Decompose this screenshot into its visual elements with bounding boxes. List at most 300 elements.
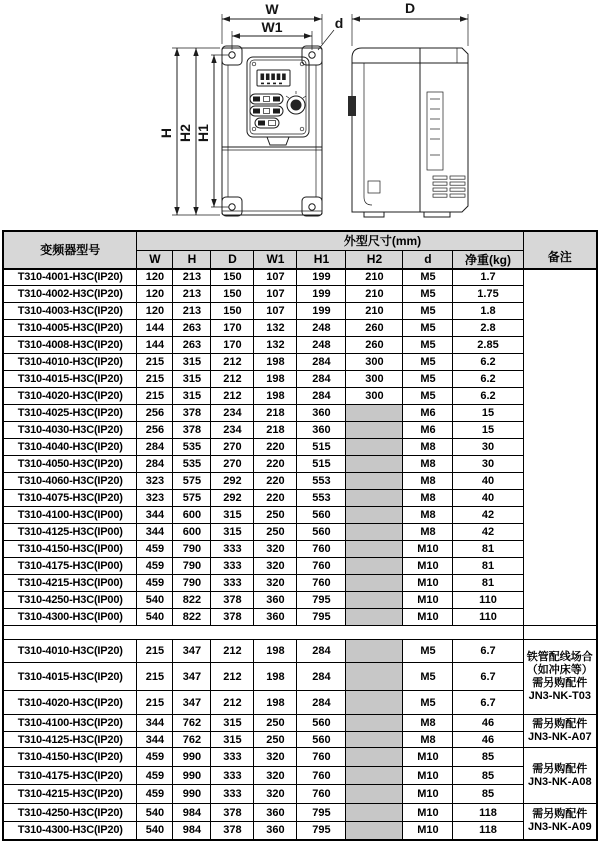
table-row bbox=[3, 405, 597, 422]
model-cell: T310-4125-H3C(IP00) bbox=[3, 524, 137, 541]
mounting-ear bbox=[302, 197, 322, 216]
dim-cell bbox=[346, 691, 403, 715]
dim-cell: 795 bbox=[297, 592, 346, 609]
table-row bbox=[3, 732, 597, 748]
table-row bbox=[3, 422, 597, 439]
remark-cell bbox=[523, 269, 597, 626]
dim-cell: 333 bbox=[211, 785, 254, 804]
dim-cell: 320 bbox=[254, 748, 297, 767]
model-cell: T310-4050-H3C(IP20) bbox=[3, 456, 137, 473]
dim-cell bbox=[346, 767, 403, 785]
dim-cell: 378 bbox=[211, 804, 254, 822]
dim-cell: 234 bbox=[211, 405, 254, 422]
dim-cell: 81 bbox=[453, 541, 523, 558]
dim-cell: 215 bbox=[137, 388, 173, 405]
dim-cell: 256 bbox=[137, 405, 173, 422]
dim-cell bbox=[346, 804, 403, 822]
dim-cell: 760 bbox=[297, 748, 346, 767]
dim-cell: 107 bbox=[254, 269, 297, 286]
dim-cell: 378 bbox=[211, 822, 254, 840]
dim-cell: 560 bbox=[297, 507, 346, 524]
dim-cell: 212 bbox=[211, 691, 254, 715]
dim-cell: 144 bbox=[137, 320, 173, 337]
model-cell: T310-4060-H3C(IP20) bbox=[3, 473, 137, 490]
dim-cell: 822 bbox=[173, 592, 211, 609]
dim-cell: 600 bbox=[173, 507, 211, 524]
dim-cell bbox=[346, 405, 403, 422]
model-cell: T310-4003-H3C(IP20) bbox=[3, 303, 137, 320]
mounting-hole bbox=[229, 204, 235, 210]
dim-cell: 220 bbox=[254, 456, 297, 473]
table-row bbox=[3, 507, 597, 524]
spacer-row bbox=[3, 626, 597, 640]
remark-line: JN3-NK-A07 bbox=[528, 731, 592, 743]
dim-cell: 459 bbox=[137, 575, 173, 592]
dim-cell: 760 bbox=[297, 558, 346, 575]
dim-cell: 344 bbox=[137, 732, 173, 748]
dim-cell: 540 bbox=[137, 609, 173, 626]
dim-cell: 198 bbox=[254, 640, 297, 663]
dim-cell: 333 bbox=[211, 767, 254, 785]
model-cell: T310-4008-H3C(IP20) bbox=[3, 337, 137, 354]
dim-cell: 248 bbox=[297, 337, 346, 354]
table-row bbox=[3, 490, 597, 507]
dim-cell: 284 bbox=[297, 354, 346, 371]
outline-drawing bbox=[0, 0, 600, 230]
dim-cell: 2.8 bbox=[453, 320, 523, 337]
dim-cell: 344 bbox=[137, 507, 173, 524]
dim-cell: 215 bbox=[137, 640, 173, 663]
dim-cell: 213 bbox=[173, 269, 211, 286]
dim-cell: M10 bbox=[403, 822, 453, 840]
dim-cell: 6.7 bbox=[453, 640, 523, 663]
model-cell: T310-4005-H3C(IP20) bbox=[3, 320, 137, 337]
dim-cell: 120 bbox=[137, 269, 173, 286]
dim-cell: 6.2 bbox=[453, 388, 523, 405]
table-row bbox=[3, 388, 597, 405]
model-cell: T310-4015-H3C(IP20) bbox=[3, 663, 137, 691]
dim-cell bbox=[346, 715, 403, 732]
header-col-h2: H2 bbox=[346, 250, 403, 269]
dim-cell: 220 bbox=[254, 473, 297, 490]
model-cell: T310-4300-H3C(IP00) bbox=[3, 609, 137, 626]
mounting-hole bbox=[309, 204, 315, 210]
header-model: 变频器型号 bbox=[3, 231, 137, 269]
dim-cell: 198 bbox=[254, 354, 297, 371]
dim-cell: 81 bbox=[453, 558, 523, 575]
remark-line: 需另购配件 bbox=[532, 762, 588, 775]
dim-cell: 30 bbox=[453, 439, 523, 456]
table-row bbox=[3, 354, 597, 371]
dimension-table bbox=[2, 230, 598, 841]
remark-line: JN3-NK-A08 bbox=[528, 775, 592, 788]
dim-cell: 284 bbox=[137, 456, 173, 473]
dim-cell: 315 bbox=[211, 507, 254, 524]
dim-cell: M5 bbox=[403, 320, 453, 337]
dim-cell: 795 bbox=[297, 822, 346, 840]
dim-cell: 790 bbox=[173, 541, 211, 558]
dim-cell: 248 bbox=[297, 320, 346, 337]
dim-cell: M8 bbox=[403, 490, 453, 507]
enclosure-side bbox=[352, 48, 468, 212]
dim-cell: 560 bbox=[297, 715, 346, 732]
dim-cell: 540 bbox=[137, 592, 173, 609]
dim-cell: M5 bbox=[403, 286, 453, 303]
dim-cell: M10 bbox=[403, 575, 453, 592]
dim-cell: 150 bbox=[211, 269, 254, 286]
dim-cell: 459 bbox=[137, 785, 173, 804]
model-cell: T310-4040-H3C(IP20) bbox=[3, 439, 137, 456]
model-cell: T310-4215-H3C(IP20) bbox=[3, 785, 137, 804]
dim-cell bbox=[346, 732, 403, 748]
dim-cell: M6 bbox=[403, 422, 453, 439]
dim-cell: 300 bbox=[346, 371, 403, 388]
dim-cell: 46 bbox=[453, 715, 523, 732]
dim-cell: 132 bbox=[254, 320, 297, 337]
dim-cell: 213 bbox=[173, 286, 211, 303]
dim-cell: 263 bbox=[173, 320, 211, 337]
table-row bbox=[3, 804, 597, 822]
dim-cell: 40 bbox=[453, 490, 523, 507]
dim-cell: 198 bbox=[254, 663, 297, 691]
dim-cell: 760 bbox=[297, 785, 346, 804]
model-cell: T310-4175-H3C(IP20) bbox=[3, 767, 137, 785]
dim-cell: 250 bbox=[254, 524, 297, 541]
dim-cell: 284 bbox=[297, 371, 346, 388]
dim-cell: 263 bbox=[173, 337, 211, 354]
remark-cell bbox=[523, 640, 597, 715]
dim-cell: 360 bbox=[254, 609, 297, 626]
dim-cell: 212 bbox=[211, 388, 254, 405]
dim-cell: 378 bbox=[211, 592, 254, 609]
dim-cell: 360 bbox=[254, 822, 297, 840]
dim-cell: 347 bbox=[173, 663, 211, 691]
dim-cell: 6.7 bbox=[453, 691, 523, 715]
dim-cell: M5 bbox=[403, 269, 453, 286]
model-cell: T310-4250-H3C(IP20) bbox=[3, 804, 137, 822]
remark-line: JN3-NK-T03 bbox=[528, 690, 591, 702]
dim-cell: 347 bbox=[173, 691, 211, 715]
dim-cell: M10 bbox=[403, 804, 453, 822]
dim-cell: 762 bbox=[173, 715, 211, 732]
dim-cell: 315 bbox=[211, 732, 254, 748]
model-cell: T310-4010-H3C(IP20) bbox=[3, 640, 137, 663]
dim-cell: 213 bbox=[173, 303, 211, 320]
remark-cell bbox=[523, 748, 597, 804]
dim-cell: 40 bbox=[453, 473, 523, 490]
dim-cell: 210 bbox=[346, 286, 403, 303]
dim-cell: 990 bbox=[173, 785, 211, 804]
dim-label-w: W bbox=[265, 1, 279, 17]
dim-cell: M5 bbox=[403, 303, 453, 320]
remark-line: （如冲床等） bbox=[526, 664, 593, 676]
dim-cell: 459 bbox=[137, 558, 173, 575]
remark-line: JN3-NK-A09 bbox=[528, 821, 592, 834]
dim-cell: 284 bbox=[297, 691, 346, 715]
dim-cell: 150 bbox=[211, 286, 254, 303]
dim-cell: 320 bbox=[254, 785, 297, 804]
header-col-w1: W1 bbox=[254, 250, 297, 269]
dim-cell: 120 bbox=[137, 286, 173, 303]
dim-cell: 256 bbox=[137, 422, 173, 439]
dim-cell: 540 bbox=[137, 822, 173, 840]
dim-cell: M5 bbox=[403, 337, 453, 354]
dim-cell: 215 bbox=[137, 663, 173, 691]
header-col-h: H bbox=[173, 250, 211, 269]
dim-cell: 2.85 bbox=[453, 337, 523, 354]
dim-cell: 315 bbox=[211, 524, 254, 541]
dim-cell: 170 bbox=[211, 337, 254, 354]
dim-cell: M10 bbox=[403, 767, 453, 785]
remark-line: 铁管配线场合 bbox=[526, 651, 593, 663]
header-remark: 备注 bbox=[523, 231, 597, 269]
table-row bbox=[3, 592, 597, 609]
remark-line: 需另购配件 bbox=[532, 718, 588, 730]
dim-cell: 984 bbox=[173, 822, 211, 840]
side-view bbox=[348, 48, 468, 217]
dim-label-depth: D bbox=[404, 0, 416, 16]
table-row bbox=[3, 609, 597, 626]
dim-cell: 107 bbox=[254, 303, 297, 320]
model-cell: T310-4215-H3C(IP00) bbox=[3, 575, 137, 592]
dim-cell: M5 bbox=[403, 663, 453, 691]
dim-cell: 198 bbox=[254, 371, 297, 388]
header-col-weight: 净重(kg) bbox=[453, 250, 523, 269]
table-row bbox=[3, 337, 597, 354]
dim-cell: 515 bbox=[297, 439, 346, 456]
dim-cell: 198 bbox=[254, 691, 297, 715]
dim-cell: M5 bbox=[403, 691, 453, 715]
dim-cell: 215 bbox=[137, 691, 173, 715]
enclosure-front bbox=[222, 48, 322, 215]
model-cell: T310-4025-H3C(IP20) bbox=[3, 405, 137, 422]
dim-cell: 30 bbox=[453, 456, 523, 473]
dim-cell: 790 bbox=[173, 575, 211, 592]
header-row-group bbox=[3, 231, 597, 250]
dim-cell: 110 bbox=[453, 592, 523, 609]
dim-cell: 378 bbox=[173, 422, 211, 439]
dim-cell: M5 bbox=[403, 371, 453, 388]
dim-cell: 347 bbox=[173, 640, 211, 663]
dim-cell: 210 bbox=[346, 303, 403, 320]
dim-cell: M5 bbox=[403, 354, 453, 371]
dim-cell: 81 bbox=[453, 575, 523, 592]
dim-cell bbox=[346, 663, 403, 691]
seven-segment-display bbox=[257, 70, 290, 86]
dim-cell: 320 bbox=[254, 541, 297, 558]
dim-cell: M8 bbox=[403, 507, 453, 524]
header-col-d: D bbox=[211, 250, 254, 269]
dim-cell: M10 bbox=[403, 609, 453, 626]
dim-cell: 333 bbox=[211, 541, 254, 558]
model-cell: T310-4150-H3C(IP00) bbox=[3, 541, 137, 558]
dim-cell: 315 bbox=[173, 388, 211, 405]
table-row bbox=[3, 371, 597, 388]
dim-label-w1: W1 bbox=[261, 19, 283, 35]
dim-cell: 575 bbox=[173, 490, 211, 507]
dim-cell: 323 bbox=[137, 473, 173, 490]
dim-cell: 199 bbox=[297, 303, 346, 320]
dim-cell: 15 bbox=[453, 405, 523, 422]
dim-cell: 822 bbox=[173, 609, 211, 626]
dim-cell: M8 bbox=[403, 473, 453, 490]
dim-cell: M8 bbox=[403, 732, 453, 748]
dim-cell: 6.2 bbox=[453, 371, 523, 388]
dim-label-h: H bbox=[158, 127, 174, 139]
mounting-hole bbox=[229, 52, 235, 58]
dim-cell: 320 bbox=[254, 575, 297, 592]
remark-line: 需另购配件 bbox=[532, 677, 588, 689]
dim-cell: 360 bbox=[254, 804, 297, 822]
dim-cell bbox=[346, 609, 403, 626]
dim-cell: 378 bbox=[173, 405, 211, 422]
keypad-buttons bbox=[250, 94, 283, 128]
dim-cell: 220 bbox=[254, 439, 297, 456]
dim-cell bbox=[346, 473, 403, 490]
dim-cell: 85 bbox=[453, 767, 523, 785]
table-row bbox=[3, 691, 597, 715]
dim-cell: 42 bbox=[453, 507, 523, 524]
dim-cell: 790 bbox=[173, 558, 211, 575]
table-body bbox=[3, 269, 597, 840]
dim-cell bbox=[346, 785, 403, 804]
table-row bbox=[3, 269, 597, 286]
dim-cell: 760 bbox=[297, 767, 346, 785]
dim-cell: 300 bbox=[346, 354, 403, 371]
dim-cell: 215 bbox=[137, 371, 173, 388]
dim-cell: 212 bbox=[211, 640, 254, 663]
dim-cell: 220 bbox=[254, 490, 297, 507]
table-row bbox=[3, 541, 597, 558]
dim-cell bbox=[346, 490, 403, 507]
dim-cell: 600 bbox=[173, 524, 211, 541]
dim-cell: 250 bbox=[254, 732, 297, 748]
table-row bbox=[3, 524, 597, 541]
dim-cell: 795 bbox=[297, 609, 346, 626]
dim-cell: 1.7 bbox=[453, 269, 523, 286]
dim-cell: 170 bbox=[211, 320, 254, 337]
dim-cell: 535 bbox=[173, 456, 211, 473]
dim-cell: M10 bbox=[403, 558, 453, 575]
dim-cell: 234 bbox=[211, 422, 254, 439]
dim-cell: 333 bbox=[211, 558, 254, 575]
d-leader-line bbox=[318, 30, 334, 50]
table-row bbox=[3, 303, 597, 320]
dim-cell: 198 bbox=[254, 388, 297, 405]
dim-cell: 315 bbox=[173, 371, 211, 388]
spacer-cell bbox=[523, 626, 597, 640]
model-cell: T310-4010-H3C(IP20) bbox=[3, 354, 137, 371]
dim-cell: 218 bbox=[254, 405, 297, 422]
terminal-block bbox=[348, 96, 356, 116]
remark-line: 需另购配件 bbox=[532, 808, 588, 821]
dim-cell: 360 bbox=[297, 422, 346, 439]
model-cell: T310-4100-H3C(IP20) bbox=[3, 715, 137, 732]
panel-screw bbox=[252, 127, 256, 131]
dim-cell: 85 bbox=[453, 748, 523, 767]
model-cell: T310-4020-H3C(IP20) bbox=[3, 388, 137, 405]
dim-cell: M6 bbox=[403, 405, 453, 422]
dim-cell: 560 bbox=[297, 524, 346, 541]
dim-cell: 199 bbox=[297, 286, 346, 303]
dim-label-d: d bbox=[334, 15, 344, 31]
dim-cell: 333 bbox=[211, 575, 254, 592]
dim-cell: 132 bbox=[254, 337, 297, 354]
dim-cell: 762 bbox=[173, 732, 211, 748]
model-cell: T310-4150-H3C(IP20) bbox=[3, 748, 137, 767]
model-cell: T310-4002-H3C(IP20) bbox=[3, 286, 137, 303]
dim-cell: 292 bbox=[211, 490, 254, 507]
dim-cell: 540 bbox=[137, 804, 173, 822]
dim-cell: M10 bbox=[403, 592, 453, 609]
dim-cell: 215 bbox=[137, 354, 173, 371]
dim-cell: 270 bbox=[211, 439, 254, 456]
dim-cell bbox=[346, 592, 403, 609]
dim-cell: 284 bbox=[137, 439, 173, 456]
mounting-hole bbox=[309, 52, 315, 58]
remark-cell bbox=[523, 804, 597, 840]
dim-cell: 85 bbox=[453, 785, 523, 804]
dim-cell bbox=[346, 558, 403, 575]
dim-cell: M8 bbox=[403, 715, 453, 732]
dim-cell: 344 bbox=[137, 524, 173, 541]
dim-cell: 760 bbox=[297, 541, 346, 558]
dim-cell: 1.75 bbox=[453, 286, 523, 303]
dim-cell: 212 bbox=[211, 663, 254, 691]
dim-cell: 120 bbox=[137, 303, 173, 320]
table-row bbox=[3, 785, 597, 804]
table-row bbox=[3, 767, 597, 785]
dim-cell: 575 bbox=[173, 473, 211, 490]
dim-cell: M8 bbox=[403, 456, 453, 473]
dim-cell: 212 bbox=[211, 371, 254, 388]
dim-cell: 553 bbox=[297, 490, 346, 507]
table-row bbox=[3, 822, 597, 840]
dim-cell: 515 bbox=[297, 456, 346, 473]
dim-cell: 150 bbox=[211, 303, 254, 320]
dim-cell: 218 bbox=[254, 422, 297, 439]
dim-cell: 459 bbox=[137, 767, 173, 785]
dim-cell: 333 bbox=[211, 748, 254, 767]
dim-cell: 284 bbox=[297, 640, 346, 663]
dim-cell: 984 bbox=[173, 804, 211, 822]
dim-cell: 1.8 bbox=[453, 303, 523, 320]
dim-cell: 320 bbox=[254, 558, 297, 575]
model-cell: T310-4175-H3C(IP00) bbox=[3, 558, 137, 575]
table-row bbox=[3, 286, 597, 303]
table-header bbox=[3, 231, 597, 269]
dim-cell: 250 bbox=[254, 715, 297, 732]
dim-cell: 760 bbox=[297, 575, 346, 592]
potentiometer-knob bbox=[286, 91, 306, 114]
dim-cell bbox=[346, 507, 403, 524]
model-cell: T310-4030-H3C(IP20) bbox=[3, 422, 137, 439]
model-cell: T310-4020-H3C(IP20) bbox=[3, 691, 137, 715]
dim-cell: 260 bbox=[346, 320, 403, 337]
dim-cell bbox=[346, 822, 403, 840]
model-cell: T310-4300-H3C(IP20) bbox=[3, 822, 137, 840]
side-detail-box bbox=[368, 181, 380, 193]
panel-screw bbox=[300, 127, 304, 131]
header-dims-group: 外型尺寸(mm) bbox=[137, 231, 523, 250]
model-cell: T310-4250-H3C(IP00) bbox=[3, 592, 137, 609]
mounting-foot bbox=[364, 212, 384, 217]
dim-cell: 315 bbox=[211, 715, 254, 732]
dim-cell: 144 bbox=[137, 337, 173, 354]
spacer-cell bbox=[3, 626, 523, 640]
table-row bbox=[3, 439, 597, 456]
dim-cell bbox=[346, 422, 403, 439]
